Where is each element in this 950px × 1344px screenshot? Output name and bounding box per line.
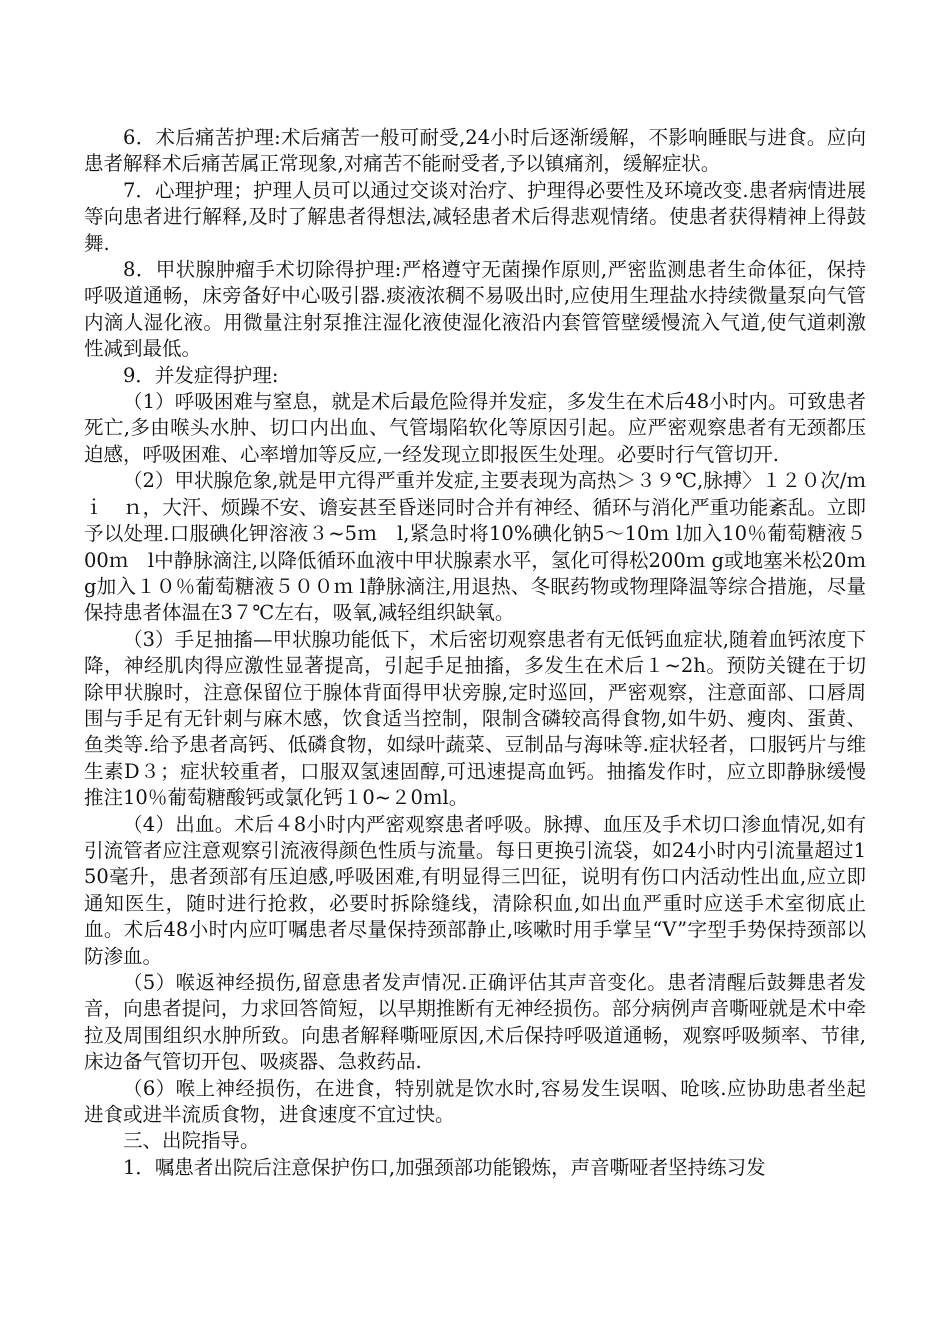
- paragraph-thyroid-tumor-surgery-care: 8．甲状腺肿瘤手术切除得护理:严格遵守无菌操作原则,严密监测患者生命体征，保持呼吸道通畅，床旁备好中心吸引器.痰液浓稠不易吸出时,应使用生理盐水持续微量泵向气管内滴人湿化液。用微量注射泵推注湿化液使湿化液沿内套管管壁缓慢流入气道,使气道刺激性减到最低。: [84, 258, 866, 361]
- paragraph-psychological-care: 7．心理护理；护理人员可以通过交谈对治疗、护理得必要性及环境改变.患者病情进展等向患者进行解释,及时了解患者得想法,减轻患者术后得悲观情绪。使患者获得精神上得鼓舞.: [84, 178, 866, 255]
- paragraph-thyroid-crisis: （2）甲状腺危象,就是甲亢得严重并发症,主要表现为高热＞３９℃,脉搏〉１２０次/ｍ ｉ ｎ，大汗、烦躁不安、谵妄甚至昏迷同时合并有神经、循环与消化严重功能紊乱。立即予以处理.口服碘化钾溶液３~5ｍ l,紧急时将10%碘化钠5～10ｍ l加入10％葡萄糖液５00ｍ l中静脉滴注,以降低循环血液中甲状腺素水平，氢化可得松200ｍ g或地塞米松20ｍ g加入１０％葡萄糖液５００ｍ l静脉滴注,用退热、冬眠药物或物理降温等综合措施，尽量保持患者体温在3７℃左右，吸氧,减轻组织缺氧。: [84, 469, 886, 625]
- paragraph-dyspnea-asphyxia: （1）呼吸困难与窒息，就是术后最危险得并发症，多发生在术后48小时内。可致患者死亡,多由喉头水肿、切口内出血、气管塌陷软化等原因引起。应严密观察患者有无颈都压迫感，呼吸困难、心率增加等反应,一经发现立即报医生处理。必要时行气管切开.: [84, 390, 866, 466]
- paragraph-superior-laryngeal-nerve-injury: （6）喉上神经损伤，在进食，特别就是饮水时,容易发生误咽、呛咳.应协助患者坐起进食或进半流质食物，进食速度不宜过快。: [84, 1076, 866, 1127]
- document-body: [84, 125, 886, 1181]
- heading-discharge-guidance: 三、出院指导。: [123, 1129, 260, 1153]
- paragraph-recurrent-laryngeal-nerve-injury: （5）喉返神经损伤,留意患者发声情况.正确评估其声音变化。患者清醒后鼓舞患者发音，向患者提问，力求回答简短，以早期推断有无神经损伤。部分病例声音嘶哑就是术中牵拉及周围组织水肿所致。向患者解释嘶哑原因,术后保持呼吸道通畅，观察呼吸频率、节律,床边备气管切开包、吸痰器、急救药品.: [84, 971, 866, 1074]
- paragraph-postop-pain-care: 6．术后痛苦护理:术后痛苦一般可耐受,24小时后逐渐缓解，不影响睡眠与进食。应向患者解释术后痛苦属正常现象,对痛苦不能耐受者,予以镇痛剂，缓解症状。: [84, 126, 866, 176]
- paragraph-tetany: （3）手足抽搐—甲状腺功能低下，术后密切观察患者有无低钙血症状,随着血钙浓度下降，神经肌肉得应激性显著提高，引起手足抽搐，多发生在术后１~2h。预防关键在于切除甲状腺时，注意保留位于腺体背面得甲状旁腺,定时巡回，严密观察，注意面部、口唇周围与手足有无针刺与麻木感，饮食适当控制，限制含磷较高得食物,如牛奶、瘦肉、蛋黄、鱼类等.给予患者高钙、低磷食物，如绿叶蔬菜、豆制品与海味等.症状轻者，口服钙片与维生素D３；症状较重者，口服双氢速固醇,可迅速提高血钙。抽搐发作时，应立即静脉缓慢推注10％葡萄糖酸钙或氯化钙１0~２0ｍl。: [84, 627, 866, 810]
- paragraph-bleeding: （4）出血。术后４8小时内严密观察患者呼吸。脉搏、血压及手术切口渗血情况,如有引流管者应注意观察引流液得颜色性质与流量。每日更换引流袋，如24小时内引流量超过150毫升，患者颈部有压迫感,呼吸困难,有明显得三凹征，说明有伤口内活动性出血,应立即通知医生，随时进行抢救，必要时拆除缝线，清除积血,如出血严重时应送手术室彻底止血。术后48小时内应叮嘱患者尽量保持颈部静止,咳嗽时用手掌呈“V”字型手势保持颈部以防渗血。: [84, 812, 866, 968]
- paragraph-discharge-item-1: 1．嘱患者出院后注意保护伤口,加强颈部功能锻炼，声音嘶哑者坚持练习发: [123, 1155, 766, 1179]
- heading-complication-care: 9．并发症得护理:: [123, 363, 279, 387]
